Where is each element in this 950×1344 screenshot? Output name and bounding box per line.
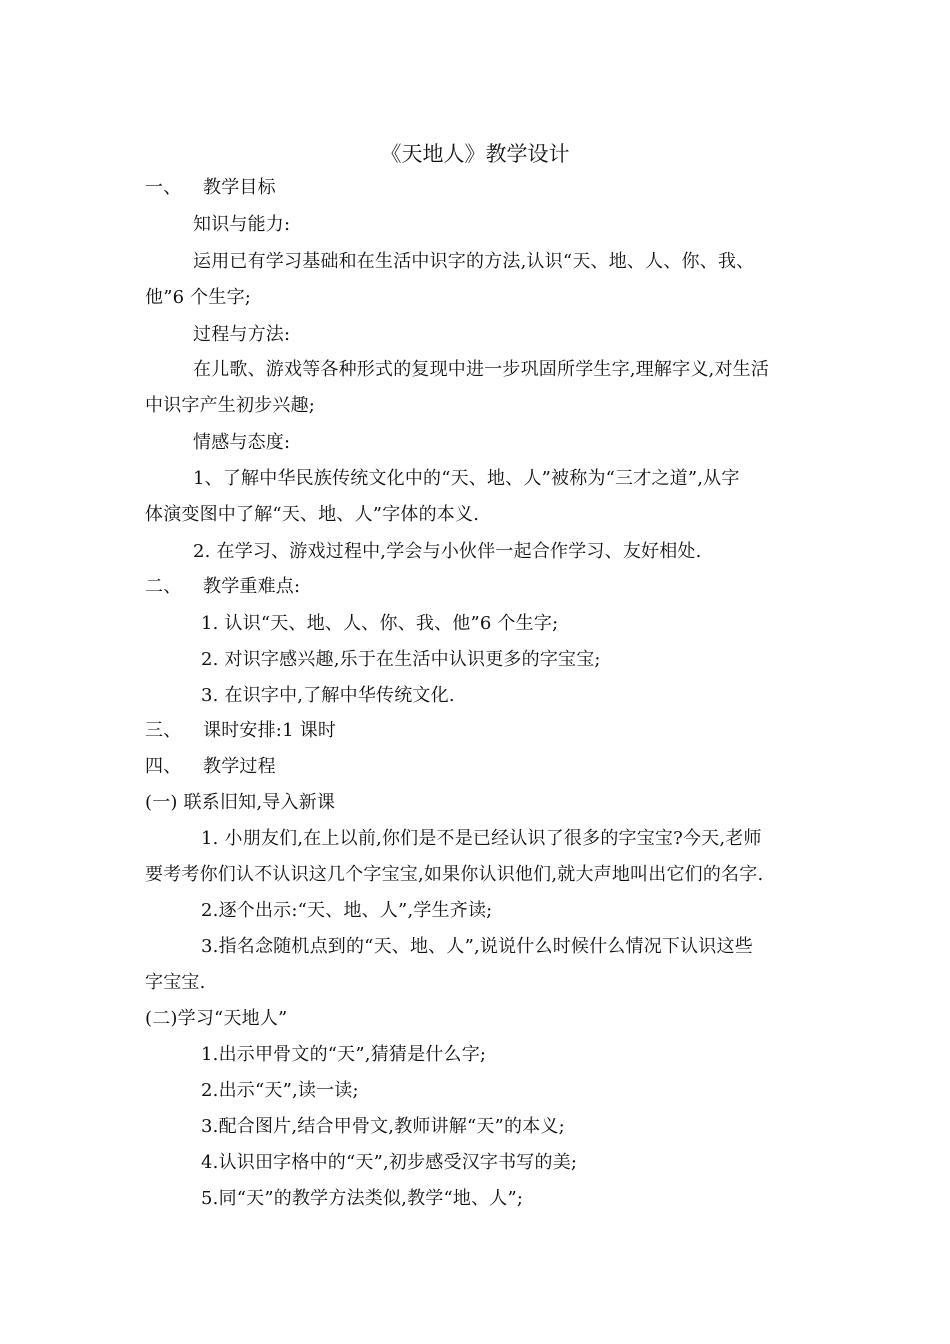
process-text-line-2: 中识字产生初步兴趣; (145, 395, 316, 416)
keypoint-3: 3. 在识字中,了解中华传统文化. (201, 685, 455, 706)
knowledge-text-line-2: 他”6 个生字; (145, 287, 252, 308)
process-part-1-item-3-line-2: 字宝宝. (145, 972, 206, 993)
section-number: 一、 (145, 177, 182, 198)
process-part-1-heading: (一) 联系旧知,导入新课 (145, 792, 336, 813)
emotion-label: 情感与态度: (193, 432, 291, 453)
knowledge-text-line-1: 运用已有学习基础和在生活中识字的方法,认识“天、地、人、你、我、 (193, 251, 755, 272)
process-part-2-item-4: 4.认识田字格中的“天”,初步感受汉字书写的美; (201, 1152, 578, 1173)
process-text-line-1: 在儿歌、游戏等各种形式的复现中进一步巩固所学生字,理解字义,对生活 (193, 359, 770, 380)
section-title: 教学过程 (203, 756, 276, 777)
section-heading-1 (145, 176, 276, 200)
document-title: 《天地人》教学设计 (380, 142, 570, 166)
keypoint-2: 2. 对识字感兴趣,乐于在生活中认识更多的字宝宝; (201, 649, 601, 670)
section-title: 课时安排:1 课时 (203, 720, 337, 741)
section-heading-4 (145, 755, 276, 779)
process-part-2-heading: (二)学习“天地人” (145, 1008, 288, 1029)
section-number: 二、 (145, 576, 182, 597)
section-title: 教学重难点: (203, 576, 301, 597)
section-number: 三、 (145, 720, 182, 741)
process-part-2-item-5: 5.同“天”的教学方法类似,教学“地、人”; (201, 1188, 524, 1209)
process-part-1-item-1-line-2: 要考考你们认不认识这几个字宝宝,如果你认识他们,就大声地叫出它们的名字. (145, 864, 764, 885)
process-part-1-item-1-line-1: 1. 小朋友们,在上以前,你们是不是已经认识了很多的字宝宝?今天,老师 (201, 828, 762, 849)
process-part-2-item-1: 1.出示甲骨文的“天”,猜猜是什么字; (201, 1044, 487, 1065)
keypoint-1: 1. 认识“天、地、人、你、我、他”6 个生字; (201, 613, 559, 634)
process-part-2-item-2: 2.出示“天”,读一读; (201, 1080, 359, 1101)
process-part-2-item-3: 3.配合图片,结合甲骨文,教师讲解“天”的本义; (201, 1116, 565, 1137)
process-label: 过程与方法: (193, 324, 291, 345)
section-title: 教学目标 (203, 177, 276, 198)
knowledge-label: 知识与能力: (193, 214, 291, 235)
process-part-1-item-2: 2.逐个出示:“天、地、人”,学生齐读; (201, 900, 493, 921)
emotion-item-1-line-2: 体演变图中了解“天、地、人”字体的本义. (145, 504, 480, 525)
section-heading-3 (145, 719, 336, 743)
process-part-1-item-3-line-1: 3.指名念随机点到的“天、地、人”,说说什么时候什么情况下认识这些 (201, 936, 753, 957)
section-number: 四、 (145, 756, 182, 777)
emotion-item-2: 2. 在学习、游戏过程中,学会与小伙伴一起合作学习、友好相处. (193, 541, 702, 562)
section-heading-2 (145, 575, 300, 599)
emotion-item-1-line-1: 1、了解中华民族传统文化中的“天、地、人”被称为“三才之道”,从字 (193, 468, 740, 489)
